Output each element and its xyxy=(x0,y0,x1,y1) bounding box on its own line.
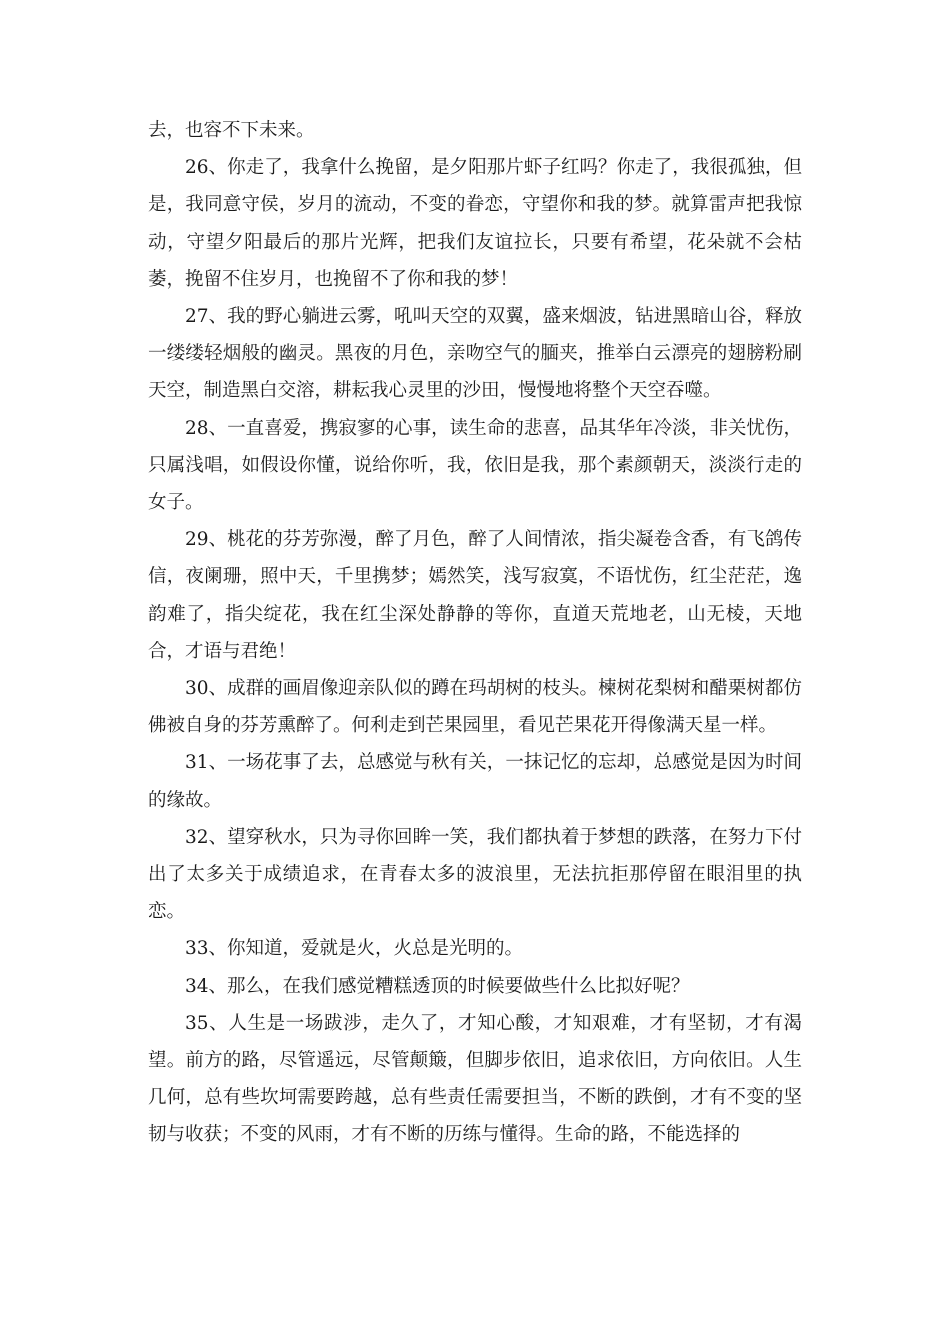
paragraph-31: 31、一场花事了去，总感觉与秋有关，一抹记忆的忘却，总感觉是因为时间的缘故。 xyxy=(148,752,802,811)
paragraph-35: 35、人生是一场跋涉，走久了，才知心酸，才知艰难，才有坚韧，才有渴望。前方的路，尽管遥远，尽管颠簸，但脚步依旧，追求依旧，方向依旧。人生几何，总有些坎坷需要跨越，总有些责任需要担当，不断的跌倒，才有不变的坚韧与收获；不变的风雨，才有不断的历练与懂得。生命的路，不能选择的 xyxy=(148,1012,802,1146)
paragraph-32: 32、望穿秋水，只为寻你回眸一笑，我们都执着于梦想的跌落，在努力下付出了太多关于成绩追求，在青春太多的波浪里，无法抗拒那停留在眼泪里的执恋。 xyxy=(148,826,802,923)
paragraph-29: 29、桃花的芬芳弥漫，醉了月色，醉了人间情浓，指尖凝卷含香，有飞鸽传信，夜阑珊，照中天，千里携梦；嫣然笑，浅写寂寞，不语忧伤，红尘茫茫，逸韵难了，指尖绽花，我在红尘深处静静的等你，直道天荒地老，山无棱，天地合，才语与君绝！ xyxy=(148,529,802,662)
paragraph-34: 34、那么，在我们感觉糟糕透顶的时候要做些什么比拟好呢？ xyxy=(185,975,690,997)
paragraph-27: 27、我的野心躺进云雾，吼叫天空的双翼，盛来烟波，钻进黑暗山谷，释放一缕缕轻烟般的幽灵。黑夜的月色，亲吻空气的腼夹，推举白云漂亮的翅膀粉刷天空，制造黑白交溶，耕耘我心灵里的沙田，慢慢地将整个天空吞噬。 xyxy=(148,306,802,402)
paragraph-28: 28、一直喜爱，携寂寥的心事，读生命的悲喜，品其华年冷淡，非关忧伤，只属浅唱，如假设你懂，说给你听，我，依旧是我，那个素颜朝天，淡淡行走的女子。 xyxy=(148,417,802,514)
paragraph-30: 30、成群的画眉像迎亲队似的蹲在玛胡树的枝头。楝树花梨树和醋栗树都仿佛被自身的芬芳熏醉了。何利走到芒果园里，看见芒果花开得像满天星一样。 xyxy=(148,678,802,737)
document-body xyxy=(148,112,802,1154)
paragraph-26: 26、你走了，我拿什么挽留，是夕阳那片虾子红吗？你走了，我很孤独，但是，我同意守侯，岁月的流动，不变的眷恋，守望你和我的梦。就算雷声把我惊动，守望夕阳最后的那片光辉，把我们友谊拉长，只要有希望，花朵就不会枯萎，挽留不住岁月，也挽留不了你和我的梦！ xyxy=(148,157,802,290)
paragraph-continuation: 去，也容不下未来。 xyxy=(148,120,315,141)
paragraph-33: 33、你知道，爱就是火，火总是光明的。 xyxy=(185,938,524,960)
